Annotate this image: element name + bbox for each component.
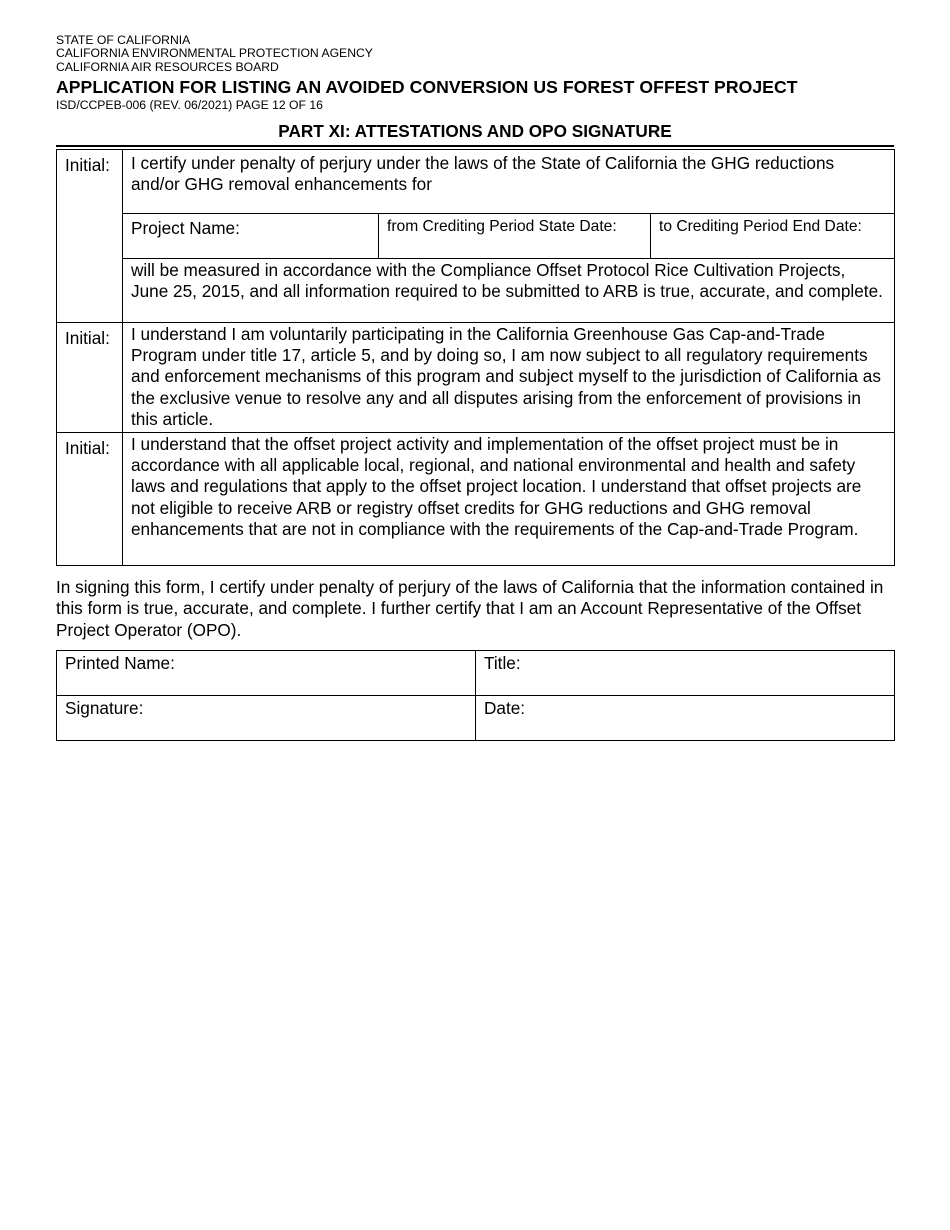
agency-line-carb: CALIFORNIA AIR RESOURCES BOARD bbox=[56, 59, 279, 74]
form-number: ISD/CCPEB-006 (REV. 06/2021) PAGE 12 OF 16 bbox=[56, 98, 323, 112]
attestation-1-intro-cell bbox=[123, 150, 895, 214]
section-rule bbox=[56, 145, 894, 147]
title-label: Title: bbox=[484, 653, 521, 673]
attestation-1-closing: will be measured in accordance with the Compliance Offset Protocol Rice Cultivation Projects, June 25, 2015, and all information required to be submitted to ARB is true, accurate, and complete. bbox=[131, 260, 883, 302]
attestation-3-text: I understand that the offset project activity and implementation of the offset project must be in accordance with all applicable local, regional, and national environmental and health and safety laws and regulations that apply to the offset project location. I understand that offset projects are not eligible to receive ARB or registry offset credits for GHG reductions and GHG removal enhancements that are not in compliance with the requirements of the Cap-and-Trade Program. bbox=[131, 434, 862, 539]
signing-statement: In signing this form, I certify under penalty of perjury of the laws of California that the information contained in this form is true, accurate, and complete. I further certify that I am an Account Representative of the Offset Project Operator (OPO). bbox=[56, 577, 884, 640]
agency-line-calepa: CALIFORNIA ENVIRONMENTAL PROTECTION AGENCY bbox=[56, 46, 373, 61]
end-date-label: to Crediting Period End Date: bbox=[659, 218, 862, 235]
part-title: PART XI: ATTESTATIONS AND OPO SIGNATURE bbox=[278, 121, 672, 141]
agency-header bbox=[56, 34, 373, 74]
attestation-2-cell bbox=[123, 323, 895, 433]
attestation-1-closing-row bbox=[57, 259, 895, 323]
date-label: Date: bbox=[484, 698, 526, 718]
attestation-1-closing-cell bbox=[123, 259, 895, 323]
signature-field[interactable] bbox=[57, 696, 476, 741]
attestation-1-intro: I certify under penalty of perjury under the laws of the State of California the GHG reductions and/or GHG removal enhancements for bbox=[131, 153, 835, 195]
initial-field-3[interactable] bbox=[57, 433, 123, 566]
project-name-label: Project Name: bbox=[131, 218, 240, 238]
start-date-label: from Crediting Period State Date: bbox=[387, 218, 617, 235]
attestation-row-2 bbox=[57, 323, 895, 433]
attestation-2-text: I understand I am voluntarily participating in the California Greenhouse Gas Cap-and-Trade Program under title 17, article 5, and by doing so, I am now subject to all regulatory requirements and enforcement mechanisms of this program and subject myself to the jurisdiction of California as the exclusive venue to resolve any and all disputes arising from the enforcement of provisions in this article. bbox=[131, 324, 881, 429]
attestation-row-1 bbox=[57, 150, 895, 214]
agency-line-state: STATE OF CALIFORNIA bbox=[56, 33, 191, 47]
attestations-table bbox=[56, 149, 895, 566]
attestation-1-fields-row bbox=[57, 214, 895, 259]
initial-label: Initial: bbox=[65, 328, 110, 348]
signature-table bbox=[56, 650, 895, 741]
start-date-field[interactable] bbox=[379, 214, 651, 259]
initial-label: Initial: bbox=[65, 155, 110, 175]
title-field[interactable] bbox=[476, 651, 895, 696]
project-name-field[interactable] bbox=[123, 214, 379, 259]
printed-name-field[interactable] bbox=[57, 651, 476, 696]
initial-field-1[interactable] bbox=[57, 150, 123, 323]
initial-label: Initial: bbox=[65, 438, 110, 458]
signature-label: Signature: bbox=[65, 698, 144, 718]
printed-name-label: Printed Name: bbox=[65, 653, 175, 673]
attestation-3-cell bbox=[123, 433, 895, 566]
attestation-row-3 bbox=[57, 433, 895, 566]
end-date-field[interactable] bbox=[651, 214, 895, 259]
form-title: APPLICATION FOR LISTING AN AVOIDED CONVERSION US FOREST OFFEST PROJECT bbox=[56, 77, 798, 97]
initial-field-2[interactable] bbox=[57, 323, 123, 433]
signature-row-2 bbox=[57, 696, 895, 741]
date-field[interactable] bbox=[476, 696, 895, 741]
signature-row-1 bbox=[57, 651, 895, 696]
